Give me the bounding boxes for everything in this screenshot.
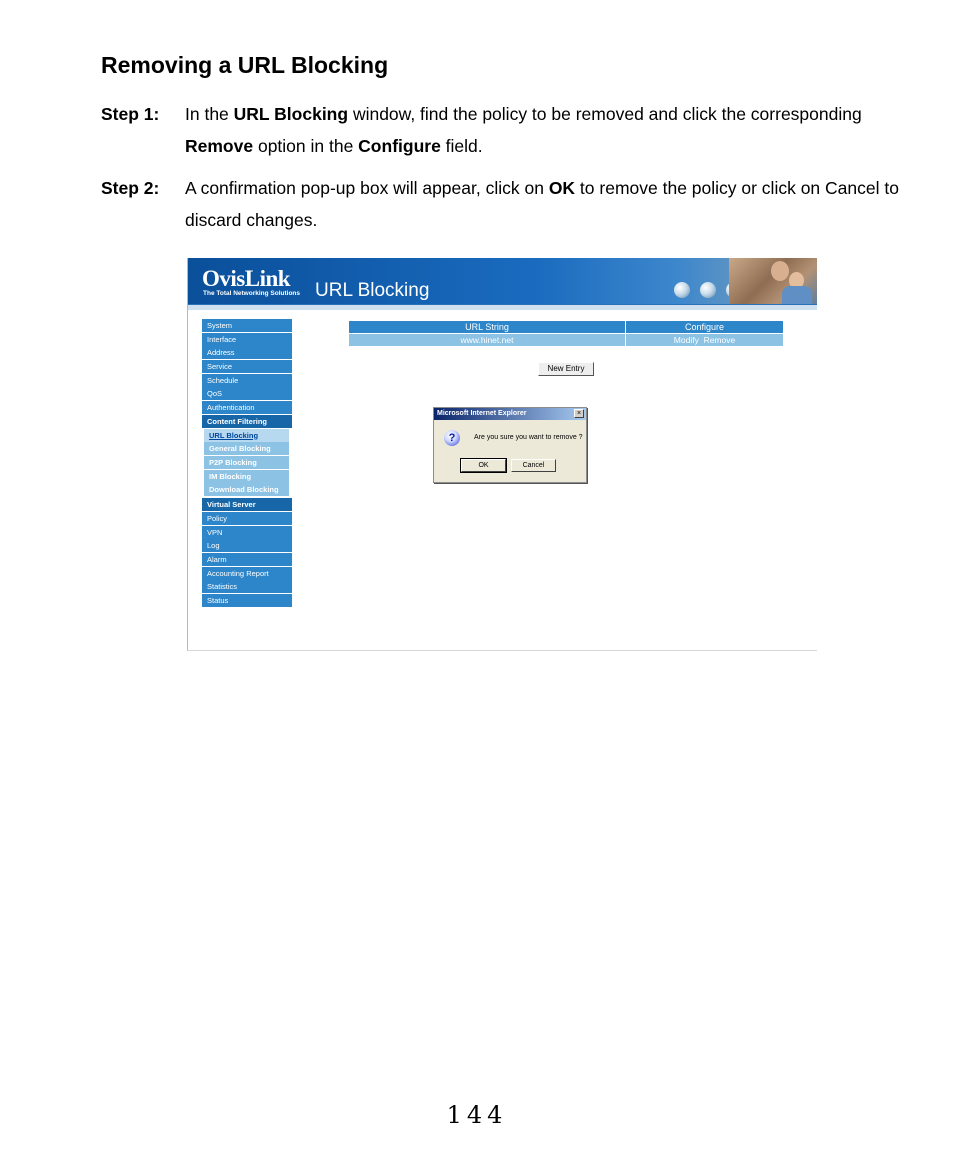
- dialog-title-bar: [434, 408, 586, 420]
- table-header-row: [349, 321, 783, 333]
- ok-button[interactable]: OK: [461, 459, 506, 472]
- table-row: [349, 334, 783, 346]
- menu-item-system[interactable]: System: [202, 319, 292, 332]
- configure-cell: [626, 334, 783, 346]
- dialog-message: Are you sure you want to remove ?: [474, 434, 583, 441]
- header-banner: [188, 258, 817, 304]
- modify-link[interactable]: Modify: [673, 335, 699, 345]
- column-header-url-string: URL String: [349, 321, 625, 333]
- submenu-item-p2p-blocking[interactable]: P2P Blocking: [204, 456, 289, 469]
- submenu-item-im-blocking[interactable]: IM Blocking: [204, 470, 289, 483]
- step-text: In the URL Blocking window, find the policy to be removed and click the corresponding Remove option in the Configure field.: [185, 104, 862, 156]
- dialog-title: Microsoft Internet Explorer: [437, 410, 527, 417]
- step-label: Step 2:: [101, 178, 160, 198]
- menu-item-statistics[interactable]: Statistics: [202, 580, 292, 593]
- remove-link[interactable]: Remove: [703, 335, 736, 345]
- step-label: Step 1:: [101, 104, 160, 124]
- submenu-item-general-blocking[interactable]: General Blocking: [204, 442, 289, 455]
- new-entry-button[interactable]: New Entry: [538, 362, 594, 376]
- ovislink-logo: OvisLink: [202, 266, 291, 291]
- submenu-item-download-blocking[interactable]: Download Blocking: [204, 483, 289, 496]
- menu-item-interface[interactable]: Interface: [202, 333, 292, 346]
- url-blocking-table: [348, 320, 784, 347]
- menu-item-policy[interactable]: Policy: [202, 512, 292, 525]
- menu-item-virtual-server[interactable]: Virtual Server: [202, 498, 292, 511]
- submenu-item-url-blocking[interactable]: URL Blocking: [204, 429, 289, 442]
- confirm-dialog: [433, 407, 587, 483]
- menu-item-address[interactable]: Address: [202, 346, 292, 359]
- router-ui-screenshot: [187, 258, 817, 651]
- globe-icon: [700, 282, 716, 298]
- step-text: A confirmation pop-up box will appear, click on OK to remove the policy or click on Cancel to discard changes.: [185, 178, 899, 230]
- menu-item-accounting-report[interactable]: Accounting Report: [202, 567, 292, 580]
- page-number: 144: [446, 1101, 508, 1129]
- cancel-button[interactable]: Cancel: [511, 459, 556, 472]
- logo-tagline: The Total Networking Solutions: [203, 290, 301, 297]
- banner-photo: [729, 258, 817, 304]
- section-heading: Removing a URL Blocking: [101, 52, 389, 78]
- column-header-configure: Configure: [626, 321, 783, 333]
- globe-icon: [674, 282, 690, 298]
- step-1: [101, 98, 901, 162]
- menu-item-log[interactable]: Log: [202, 539, 292, 552]
- close-icon[interactable]: ×: [574, 409, 584, 418]
- menu-item-service[interactable]: Service: [202, 360, 292, 373]
- menu-item-vpn[interactable]: VPN: [202, 526, 292, 539]
- step-2: [101, 172, 901, 236]
- url-cell: www.hinet.net: [349, 334, 625, 346]
- menu-item-alarm[interactable]: Alarm: [202, 553, 292, 566]
- question-icon: ?: [444, 430, 460, 446]
- menu-item-qos[interactable]: QoS: [202, 387, 292, 400]
- banner-divider: [188, 304, 817, 310]
- menu-item-status[interactable]: Status: [202, 594, 292, 607]
- menu-item-schedule[interactable]: Schedule: [202, 374, 292, 387]
- menu-item-content-filtering[interactable]: Content Filtering: [202, 415, 292, 428]
- menu-item-authentication[interactable]: Authentication: [202, 401, 292, 414]
- sidebar-menu: [202, 319, 292, 608]
- page-title: URL Blocking: [315, 280, 430, 301]
